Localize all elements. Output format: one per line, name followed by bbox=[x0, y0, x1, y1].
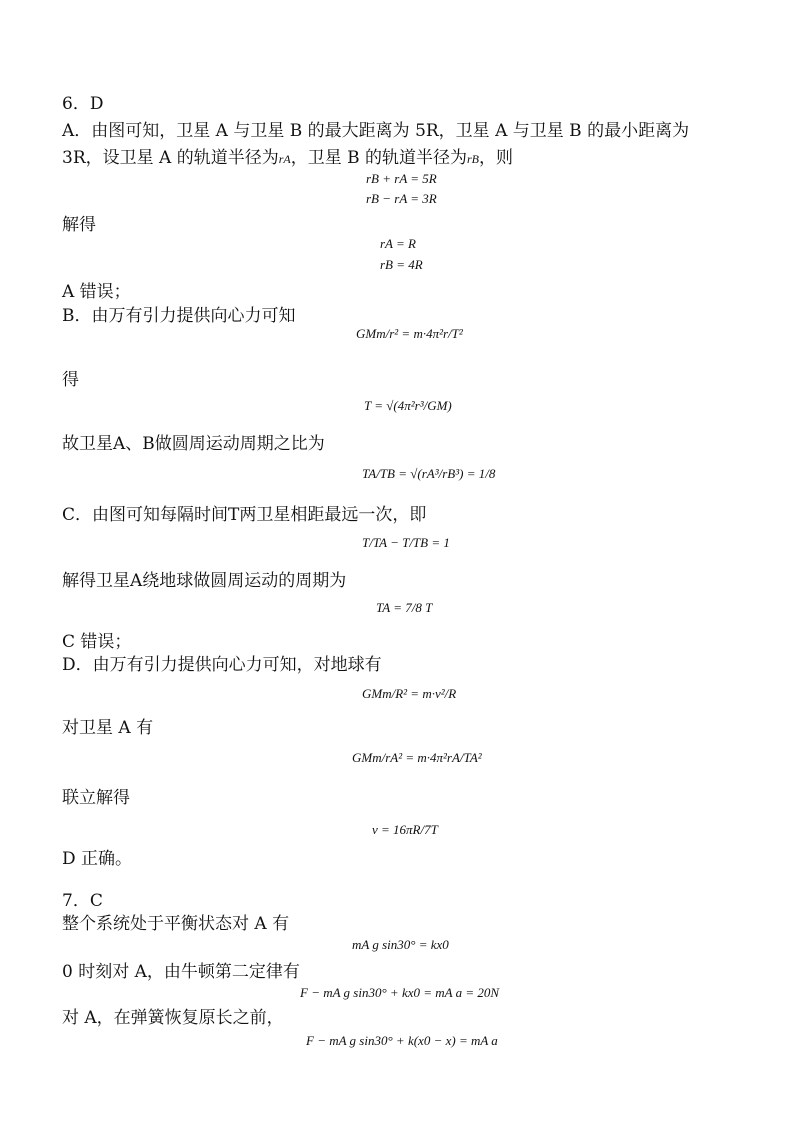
q6-d-right: D 正确。 bbox=[62, 849, 133, 869]
eq-relative-period: T/TA − T/TB = 1 bbox=[362, 535, 450, 550]
eq-period-formula: T = √(4π²r³/GM) bbox=[364, 398, 452, 413]
q7-heading: 7．C bbox=[62, 891, 103, 911]
q6-solve-label: 解得 bbox=[62, 215, 96, 235]
q6-c-intro: C．由图可知每隔时间T两卫星相距最远一次，即 bbox=[62, 505, 427, 525]
q6-a-line1: A．由图可知，卫星 A 与卫星 B 的最大距离为 5R，卫星 A 与卫星 B 的最小距离为 bbox=[62, 121, 690, 141]
q6-a-line2 bbox=[62, 146, 513, 171]
eq-rb-result: rB = 4R bbox=[380, 257, 423, 272]
q6-a-line2-text: 3R，设卫星 A 的轨道半径为 bbox=[62, 148, 279, 168]
q6-c-solve: 解得卫星A绕地球做圆周运动的周期为 bbox=[62, 571, 347, 591]
eq-ta-result: TA = 7/8 T bbox=[376, 600, 433, 615]
eq-equilibrium: mA g sin30° = kx0 bbox=[352, 937, 449, 952]
q7-line3: 对 A，在弹簧恢复原长之前， bbox=[62, 1008, 284, 1028]
q6-c-wrong: C 错误； bbox=[62, 632, 132, 652]
var-ra: rA bbox=[278, 152, 291, 166]
q7-line1: 整个系统处于平衡状态对 A 有 bbox=[62, 914, 290, 934]
eq-newton-second: F − mA g sin30° + kx0 = mA a = 20N bbox=[300, 985, 500, 1000]
q7-line2: 0 时刻对 A，由牛顿第二定律有 bbox=[62, 962, 300, 982]
q6-de: 得 bbox=[62, 370, 79, 390]
q6-a-wrong: A 错误； bbox=[62, 282, 131, 302]
eq-velocity-result: v = 16πR/7T bbox=[372, 822, 438, 837]
eq-before-restore: F − mA g sin30° + k(x0 − x) = mA a bbox=[306, 1033, 498, 1048]
var-rb: rB bbox=[467, 152, 480, 166]
q6-d-intro: D．由万有引力提供向心力可知，对地球有 bbox=[62, 655, 382, 675]
q6-d-sat: 对卫星 A 有 bbox=[62, 718, 154, 738]
q6-b-intro: B．由万有引力提供向心力可知 bbox=[62, 306, 296, 326]
eq-sum-radii: rB + rA = 5R bbox=[366, 171, 437, 186]
eq-period-ratio: TA/TB = √(rA³/rB³) = 1/8 bbox=[362, 466, 496, 481]
q6-a-line2-end: ，则 bbox=[479, 148, 514, 168]
eq-satellite-a: GMm/rA² = m·4π²rA/TA² bbox=[352, 750, 482, 765]
q6-a-line2-mid: ，卫星 B 的轨道半径为 bbox=[290, 148, 468, 168]
q6-heading: 6．D bbox=[62, 94, 104, 114]
eq-diff-radii: rB − rA = 3R bbox=[366, 191, 437, 206]
eq-gravity-centripetal: GMm/r² = m·4π²r/T² bbox=[356, 326, 463, 341]
eq-earth-orbit: GMm/R² = m·v²/R bbox=[362, 686, 457, 701]
q6-b-ratio-text: 故卫星A、B做圆周运动周期之比为 bbox=[62, 434, 325, 454]
eq-ra-result: rA = R bbox=[380, 236, 416, 251]
q6-d-combine: 联立解得 bbox=[62, 788, 130, 808]
